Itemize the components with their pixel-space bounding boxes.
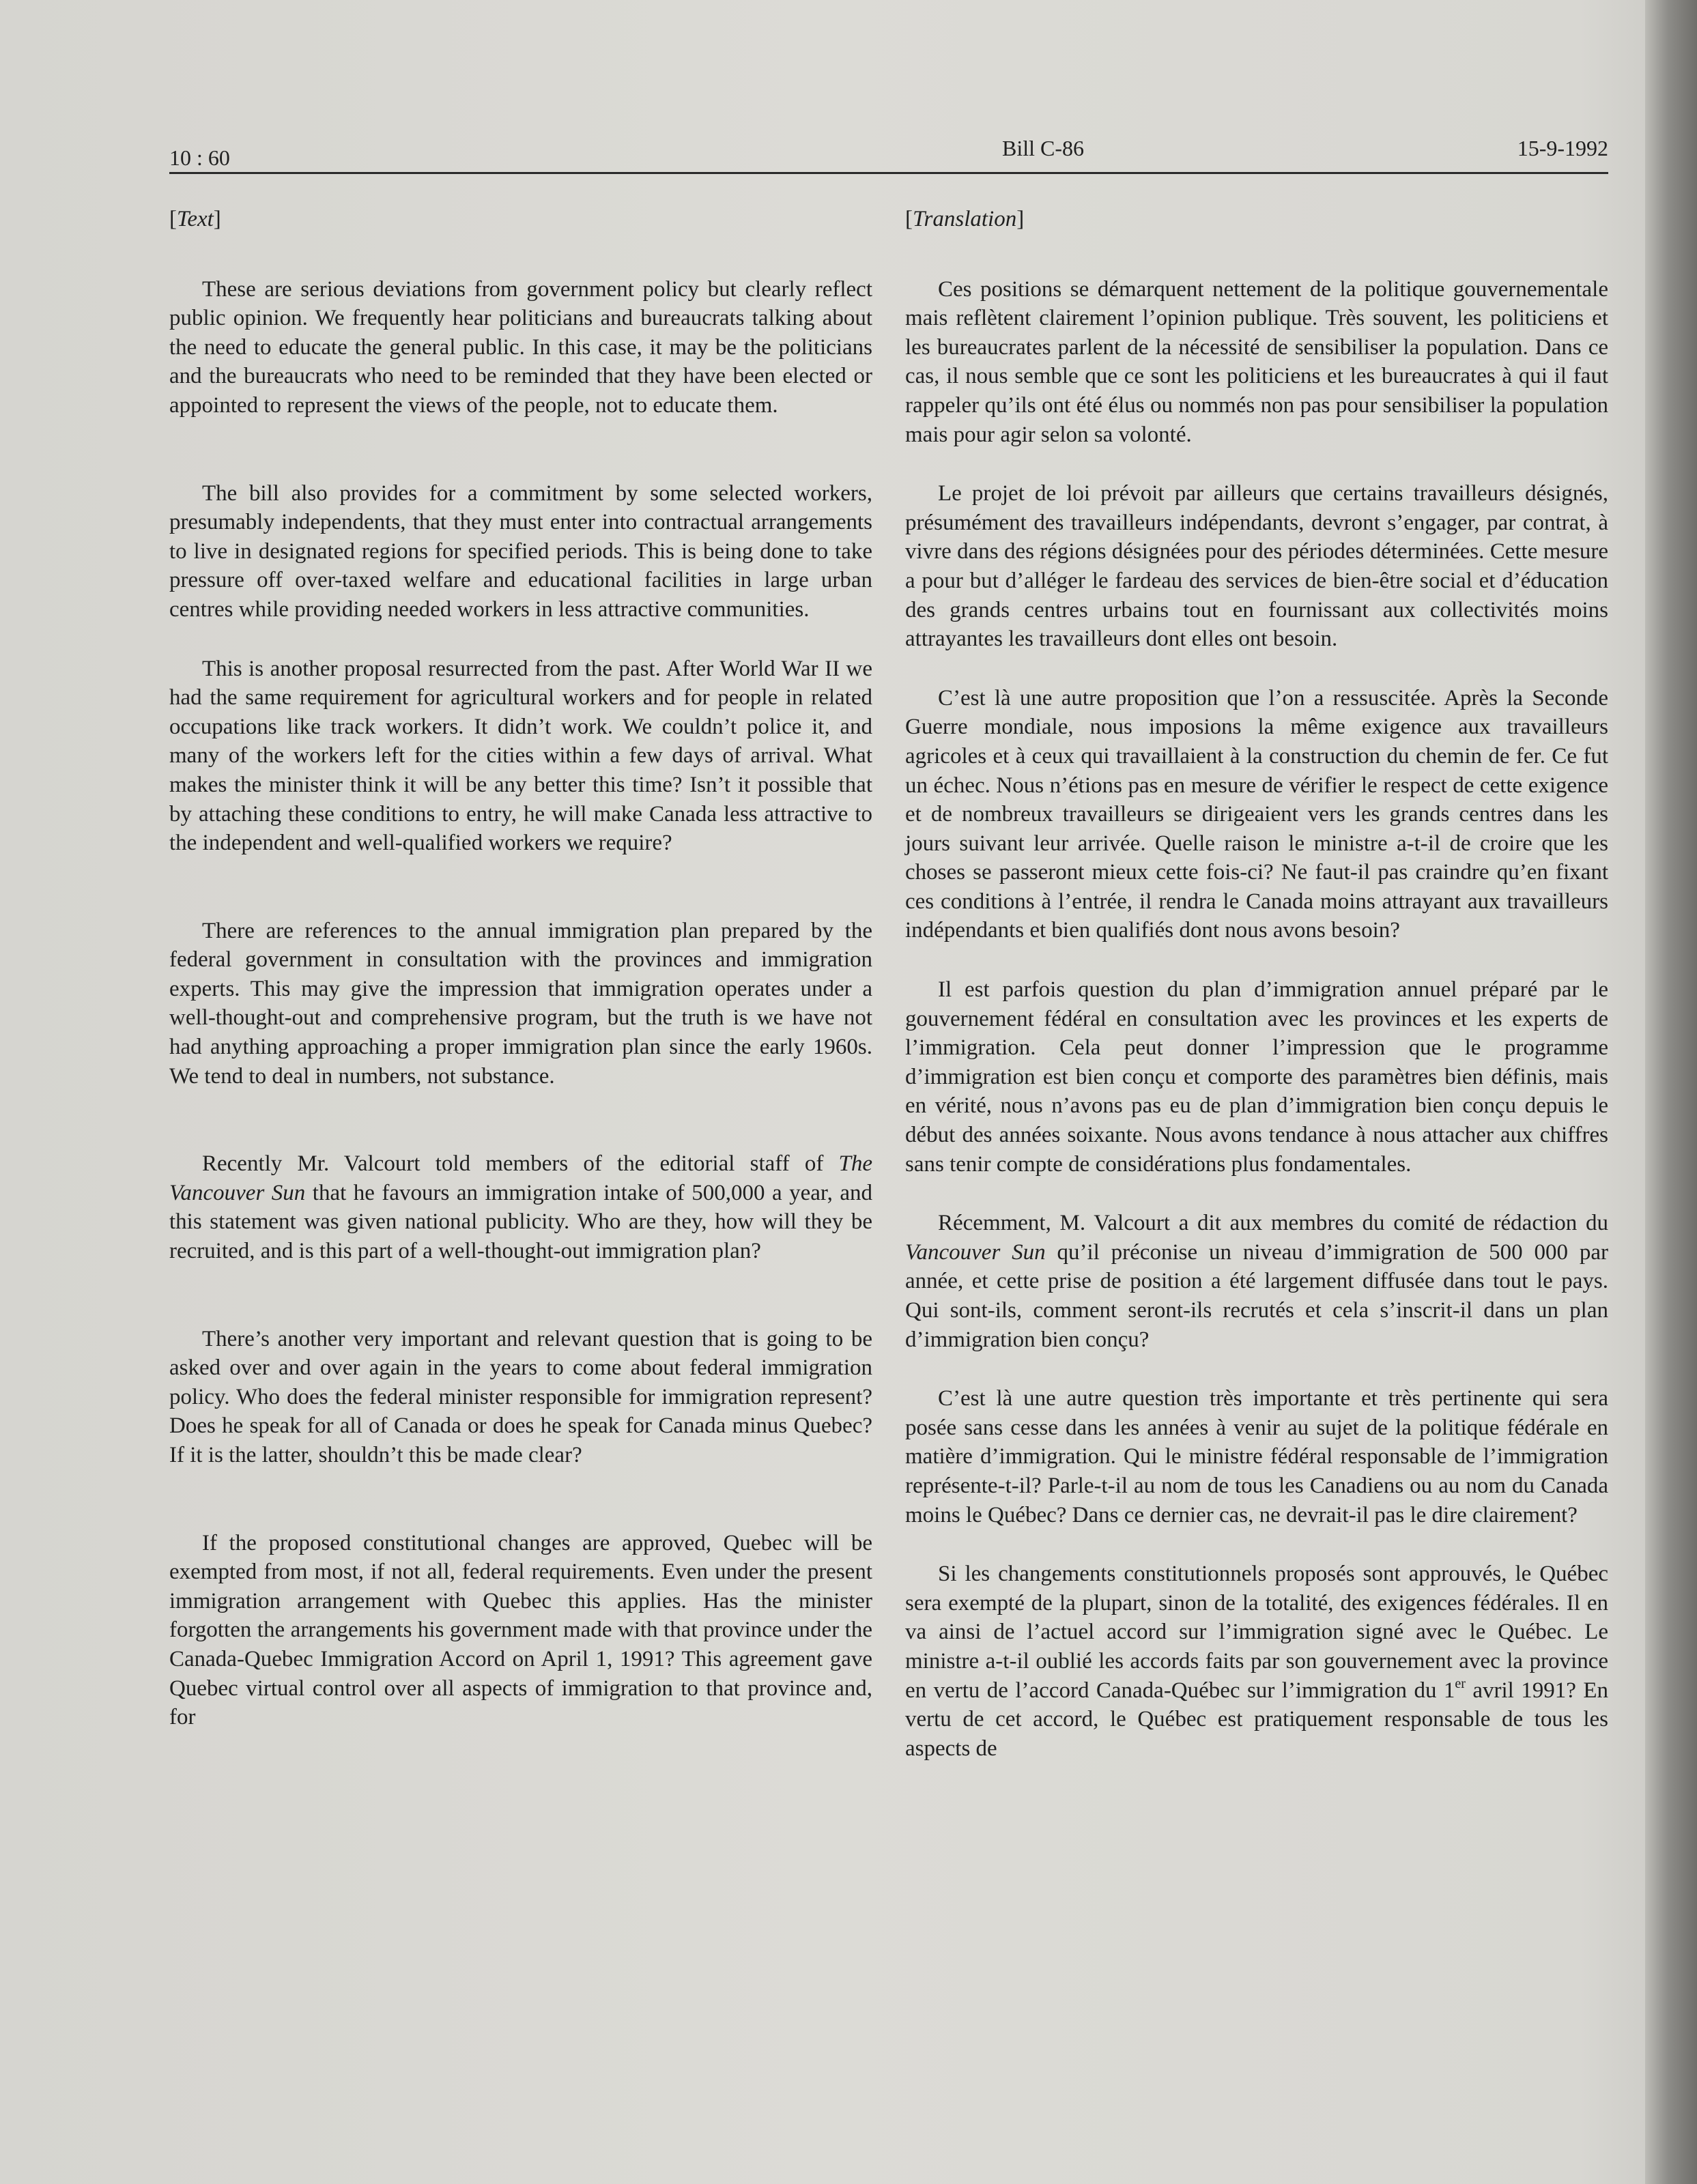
english-paragraph-5 [169, 1149, 872, 1265]
english-paragraph-5-end: that he favours an immigration intake of 500,000 a year, and this statement was given national publicity. Who are they, how will they be recruited, and is this part of a well-thought-out immigration plan? [169, 1180, 872, 1264]
french-paragraph-7-end: avril 1991? En vertu de cet accord, le Québec est pratiquement responsable de tous les aspects de [905, 1678, 1608, 1761]
header-rule [169, 172, 1608, 174]
french-paragraph-5-start: Récemment, M. Valcourt a dit aux membres du comité de rédaction du [938, 1211, 1608, 1236]
newspaper-title-french: Vancouver Sun [905, 1239, 1046, 1265]
french-label: [Translation] [905, 207, 1025, 231]
english-paragraph-1: These are serious deviations from government policy but clearly reflect public opinion. We frequently hear politicians and bureaucrats talking about the need to educate the general public. In this case, it may be the politicians and the bureaucrats who need to be reminded that they have been elected or appointed to represent the views of the people, not to educate them. [169, 276, 872, 418]
french-column [905, 205, 1608, 1763]
english-paragraph-4: There are references to the annual immigration plan prepared by the federal government in consultation with the provinces and immigration experts. This may give the impression that immigration operates under a well-thought-out and comprehensive program, but the truth is we have not had anything approaching a proper immigration plan since the early 1960s. We tend to deal in numbers, not substance. [169, 918, 872, 1089]
french-paragraph-1: Ces positions se démarquent nettement de la politique gouvernementale mais reflètent clairement l’opinion publique. Très souvent, les politiciens et les bureaucrates parlent de la nécessité de sensibiliser la population. Dans ce cas, il nous semble que ce sont les politiciens et les bureaucrates à qui il faut rappeler qu’ils ont été élus ou nommés non pas pour sensibiliser la population mais pour agir selon sa volonté. [905, 276, 1608, 447]
page-number: 10 : 60 [169, 145, 230, 170]
bill-title: Bill C-86 [1002, 136, 1085, 160]
english-paragraph-5-start: Recently Mr. Valcourt told members of the editorial staff of [202, 1151, 839, 1177]
french-label-text: Translation [913, 207, 1017, 231]
english-paragraph-7: If the proposed constitutional changes are approved, Quebec will be exempted from most, if not all, federal requirements. Even under the present immigration arrangement with Quebec this applies. Has the minister forgotten the arrangements his government made with that province under the Canada-Quebec Immigration Accord on April 1, 1991? This agreement gave Quebec virtual control over all aspects of immigration to that province and, for [169, 1530, 872, 1730]
english-column [169, 205, 872, 1732]
french-paragraph-5 [905, 1209, 1608, 1354]
page-edge-shadow [1645, 0, 1697, 2184]
french-paragraph-7 [905, 1560, 1608, 1763]
english-paragraph-3: This is another proposal resurrected from the past. After World War II we had the same requirement for agricultural workers and for people in related occupations like track workers. It didn’t work. We couldn’t police it, and many of the workers left for the cities within a few days of arrival. What makes the minister think it will be any better this time? Isn’t it possible that by attaching these conditions to entry, he will make Canada less attractive to the independent and well-qualified workers we require? [169, 656, 872, 856]
french-paragraph-6: C’est là une autre question très importante et très pertinente qui sera posée sans cesse dans les années à venir au sujet de la politique fédérale en matière d’immigration. Qui le ministre fédéral responsable de l’immigration représente-t-il? Parle-t-il au nom de tous les Canadiens ou au nom du Canada moins le Québec? Dans ce dernier cas, ne devrait-il pas le dire clairement? [905, 1386, 1608, 1527]
english-paragraph-6: There’s another very important and relevant question that is going to be asked over and over again in the years to come about federal immigration policy. Who does the federal minister responsible for immigration represent? Does he speak for all of Canada or does he speak for Canada minus Quebec? If it is the latter, shouldn’t this be made clear? [169, 1326, 872, 1467]
ordinal-superscript: er [1455, 1676, 1466, 1691]
page-header [169, 130, 1608, 171]
french-paragraph-2: Le projet de loi prévoit par ailleurs que certains travailleurs désignés, présumément des travailleurs indépendants, devront s’engager, par contrat, à vivre dans des régions désignées pour des périodes déterminées. Cette mesure a pour but d’alléger le fardeau des services de bien-être social et d’éducation des grands centres urbains tout en fournissant aux collectivités moins attrayantes les travailleurs dont elles ont besoin. [905, 481, 1608, 652]
header-date: 15-9-1992 [1517, 136, 1608, 160]
english-label-text: Text [177, 207, 214, 231]
english-label: [Text] [169, 207, 221, 231]
french-paragraph-4: Il est parfois question du plan d’immigration annuel préparé par le gouvernement fédéral en consultation avec les provinces et les experts de l’immigration. Cela peut donner l’impression que le programme d’immigration est bien conçu et comporte des paramètres bien définis, mais en vérité, nous n’avons pas eu de plan d’immigration bien conçu depuis le début des années soixante. Nous avons tendance à nous attacher aux chiffres sans tenir compte de considérations plus fondamentales. [905, 977, 1608, 1177]
french-paragraph-5-end: qu’il préconise un niveau d’immigration de 500 000 par année, et cette prise de position a été largement diffusée dans tout le pays. Qui sont-ils, comment seront-ils recrutés et cela s’inscrit-il dans un plan d’immigration bien conçu? [905, 1239, 1608, 1352]
french-paragraph-7-start: Si les changements constitutionnels proposés sont approuvés, le Québec sera exempté de la plupart, sinon de la totalité, des exigences fédérales. Il en va ainsi de l’actuel accord sur l’immigration signé avec le Québec. Le ministre a-t-il oublié les accords faits par son gouvernement avec la province en vertu de l’accord Canada-Québec sur l’immigration du 1 [905, 1562, 1608, 1703]
english-paragraph-2: The bill also provides for a commitment by some selected workers, presumably independents, that they must enter into contractual arrangements to live in designated regions for specified periods. This is being done to take pressure off over-taxed welfare and educational facilities in large urban centres while providing needed workers in less attractive communities. [169, 480, 872, 622]
french-paragraph-3: C’est là une autre proposition que l’on a ressuscitée. Après la Seconde Guerre mondiale, nous imposions la même exigence aux travailleurs agricoles et à ceux qui travaillaient à la construction du chemin de fer. Ce fut un échec. Nous n’étions pas en mesure de vérifier le respect de cette exigence et de nombreux travailleurs se dirigeaient vers les grands centres dans les jours suivant leur arrivée. Quelle raison le ministre a-t-il de croire que les choses se passeront mieux cette fois-ci? Ne faut-il pas craindre qu’en fixant ces conditions à l’entrée, il rendra le Canada moins attrayant aux travailleurs indépendants et bien qualifiés dont nous avons besoin? [905, 685, 1608, 943]
newspaper-title-english: The Vancouver Sun [169, 1151, 872, 1205]
